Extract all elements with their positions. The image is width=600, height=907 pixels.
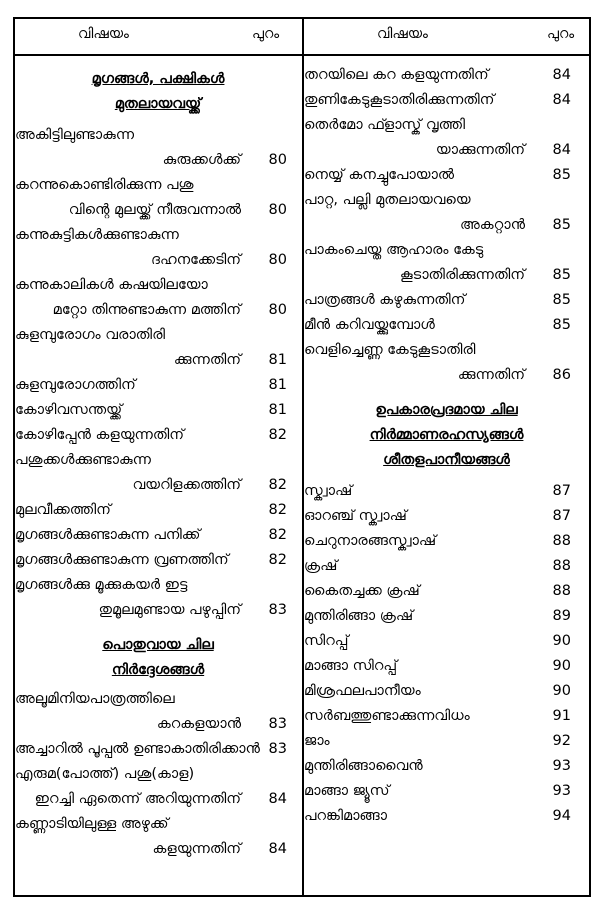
entry-title: എരുമ(പോത്ത്) പശു(കാള) bbox=[15, 766, 195, 782]
entry-page-number: 80 bbox=[268, 302, 287, 318]
entry-page-number: 83 bbox=[268, 741, 287, 757]
entry-page-number: 84 bbox=[268, 841, 287, 857]
section-line: മൃഗങ്ങൾ, പക്ഷികൾ bbox=[91, 71, 225, 87]
entry-title: ചെറുനാരങ്ങസ്ക്വാഷ് bbox=[304, 533, 437, 549]
entry-page-number: 90 bbox=[552, 658, 571, 674]
entry-title: കുളമ്പുരോഗത്തിന് bbox=[15, 377, 136, 393]
entry-title: മാങ്ങാ ജ്യൂസ് bbox=[304, 783, 390, 799]
entry-page-number: 90 bbox=[552, 683, 571, 699]
entry-page-number: 83 bbox=[268, 716, 287, 732]
entry-list bbox=[304, 479, 589, 829]
index-entry bbox=[304, 804, 589, 829]
left-column bbox=[15, 56, 301, 862]
entry-title: മീൻ കറിവയ്ക്കുമ്പോൾ bbox=[304, 317, 435, 333]
entry-title: തുണികേടുകൂടാതിരിക്കുന്നതിന് bbox=[304, 92, 495, 108]
entry-title: പറങ്കിമാങ്ങാ bbox=[304, 808, 387, 824]
index-entry bbox=[304, 479, 589, 504]
entry-title: മുന്തിരിങ്ങാവൈൻ bbox=[304, 758, 423, 774]
entry-page-number: 82 bbox=[268, 427, 287, 443]
section-line: മുതലായവയ്ക്ക് bbox=[114, 96, 202, 112]
entry-page-number: 89 bbox=[552, 608, 571, 624]
index-entry bbox=[15, 323, 301, 373]
entry-page-number: 82 bbox=[268, 477, 287, 493]
index-entry bbox=[15, 573, 301, 623]
index-entry bbox=[15, 123, 301, 173]
section-line: നിർദ്ദേശങ്ങൾ bbox=[111, 662, 205, 678]
index-entry bbox=[15, 173, 301, 223]
section-line: പൊതുവായ ചില bbox=[102, 637, 214, 653]
entry-page-number: 91 bbox=[552, 708, 571, 724]
index-entry bbox=[15, 398, 301, 423]
section-heading-animals bbox=[15, 67, 301, 117]
entry-page-number: 83 bbox=[268, 602, 287, 618]
entry-title: സ്ക്വാഷ് bbox=[304, 483, 353, 499]
entry-page-number: 81 bbox=[268, 402, 287, 418]
entry-title: പശുക്കൾക്കുണ്ടാകുന്ന bbox=[15, 452, 151, 468]
entry-title: തറയിലെ കറ കളയുന്നതിന് bbox=[304, 67, 489, 83]
entry-title-continued: ഇറച്ചി ഏതെന്ന് അറിയുന്നതിന് bbox=[34, 791, 241, 807]
entry-page-number: 94 bbox=[552, 808, 571, 824]
entry-page-number: 84 bbox=[552, 92, 571, 108]
entry-title: മൃഗങ്ങൾക്കു മൂക്കുകയർ ഇട്ട bbox=[15, 577, 188, 593]
index-entry bbox=[304, 704, 589, 729]
entry-page-number: 87 bbox=[552, 508, 571, 524]
entry-title: മൃഗങ്ങൾക്കുണ്ടാകുന്ന വ്രണത്തിന് bbox=[15, 552, 229, 568]
entry-title: കന്നുകാലികൾ കഷയിലയോ bbox=[15, 277, 208, 293]
entry-title: ഓറഞ്ച് സ്ക്വാഷ് bbox=[304, 508, 407, 524]
entry-title: തെർമോ ഫ്ളാസ്ക് വൃത്തി bbox=[304, 117, 466, 133]
entry-title: സിറപ്പ് bbox=[304, 633, 349, 649]
entry-title: കൈതച്ചക്ക ക്രഷ് bbox=[304, 583, 420, 599]
index-entry bbox=[304, 754, 589, 779]
entry-title: കോഴിപ്പേൻ കളയുന്നതിന് bbox=[15, 427, 184, 443]
index-entry bbox=[304, 238, 589, 288]
entry-page-number: 85 bbox=[552, 292, 571, 308]
section-line: നിർമ്മാണരഹസ്യങ്ങൾ bbox=[369, 427, 524, 443]
index-entry bbox=[304, 554, 589, 579]
entry-list bbox=[15, 123, 301, 623]
entry-page-number: 82 bbox=[268, 552, 287, 568]
index-entry bbox=[15, 812, 301, 862]
entry-title: നെയ്യ് കനച്ചുപോയാൽ bbox=[304, 167, 454, 183]
entry-title: മൃഗങ്ങൾക്കുണ്ടാകുന്ന പനിക്ക് bbox=[15, 527, 201, 543]
index-entry bbox=[15, 498, 301, 523]
entry-title-continued: അകറ്റാൻ bbox=[460, 217, 525, 233]
entry-title-continued: കൂടാതിരിക്കുന്നതിന് bbox=[399, 267, 525, 283]
index-entry bbox=[15, 548, 301, 573]
index-entry bbox=[304, 604, 589, 629]
entry-title-continued: തുമൂലമുണ്ടായ പഴുപ്പിന് bbox=[98, 602, 241, 618]
index-entry bbox=[15, 273, 301, 323]
entry-title: ക്രഷ് bbox=[304, 558, 338, 574]
entry-title: കണ്ണാടിയിലുള്ള അഴുക്ക് bbox=[15, 816, 169, 832]
entry-title-continued: കുരുക്കൾക്ക് bbox=[162, 152, 241, 168]
entry-page-number: 88 bbox=[552, 533, 571, 549]
section-line: ഉപകാരപ്രദമായ ചില bbox=[375, 402, 518, 418]
entry-title: മുലവീക്കത്തിന് bbox=[15, 502, 111, 518]
index-entry bbox=[15, 762, 301, 812]
entry-page-number: 92 bbox=[552, 733, 571, 749]
index-entry bbox=[304, 779, 589, 804]
entry-title: കന്നുകുട്ടികൾക്കുണ്ടാകുന്ന bbox=[15, 227, 179, 243]
index-entry bbox=[304, 338, 589, 388]
index-entry bbox=[15, 737, 301, 762]
index-entry bbox=[15, 423, 301, 448]
index-entry bbox=[304, 163, 589, 188]
entry-title: പാത്രങ്ങൾ കഴുകുന്നതിന് bbox=[304, 292, 466, 308]
entry-page-number: 80 bbox=[268, 252, 287, 268]
entry-title: കറന്നുകൊണ്ടിരിക്കുന്ന പശു bbox=[15, 177, 194, 193]
entry-title: വെളിച്ചെണ്ണ കേടുകൂടാതിരി bbox=[304, 342, 476, 358]
index-entry bbox=[304, 629, 589, 654]
entry-title-continued: കളയുന്നതിന് bbox=[152, 841, 241, 857]
right-column bbox=[304, 56, 589, 829]
section-line: ശീതളപാനീയങ്ങൾ bbox=[383, 452, 510, 468]
entry-page-number: 85 bbox=[552, 317, 571, 333]
index-entry bbox=[304, 288, 589, 313]
index-entry bbox=[304, 579, 589, 604]
entry-list bbox=[304, 63, 589, 388]
entry-page-number: 86 bbox=[552, 367, 571, 383]
entry-title-continued: ക്കുന്നതിന് bbox=[457, 367, 525, 383]
entry-title-continued: വിന്റെ മുലയ്ക്ക് നീരുവന്നാൽ bbox=[68, 202, 241, 218]
index-entry bbox=[304, 313, 589, 338]
index-entry bbox=[15, 223, 301, 273]
entry-page-number: 84 bbox=[268, 791, 287, 807]
entry-title: മിശ്രഫലപാനീയം bbox=[304, 683, 421, 699]
entry-page-number: 88 bbox=[552, 558, 571, 574]
index-entry bbox=[304, 88, 589, 113]
entry-title: മാങ്ങാ സിറപ്പ് bbox=[304, 658, 398, 674]
entry-title: കോഴിവസന്തയ്ക്ക് bbox=[15, 402, 123, 418]
index-entry bbox=[304, 63, 589, 88]
entry-title-continued: കറകളയാൻ bbox=[156, 716, 241, 732]
entry-page-number: 87 bbox=[552, 483, 571, 499]
entry-title: ജാം bbox=[304, 733, 330, 749]
right-page-header: പുറം bbox=[547, 26, 575, 42]
entry-page-number: 85 bbox=[552, 217, 571, 233]
index-entry bbox=[304, 504, 589, 529]
index-entry bbox=[304, 188, 589, 238]
entry-title: അകിട്ടിലുണ്ടാകുന്ന bbox=[15, 127, 135, 143]
index-entry bbox=[15, 523, 301, 548]
entry-title-continued: ക്കുന്നതിന് bbox=[173, 352, 241, 368]
index-entry bbox=[304, 729, 589, 754]
entry-page-number: 90 bbox=[552, 633, 571, 649]
entry-title: കുളമ്പുരോഗം വരാതിരി bbox=[15, 327, 166, 343]
entry-page-number: 80 bbox=[268, 202, 287, 218]
index-entry bbox=[304, 529, 589, 554]
entry-page-number: 81 bbox=[268, 352, 287, 368]
index-entry bbox=[304, 654, 589, 679]
entry-title-continued: മറ്റോ തിന്നുണ്ടാകുന്ന മത്തിന് bbox=[52, 302, 241, 318]
index-entry bbox=[15, 448, 301, 498]
entry-title: അലൂമിനിയപാത്രത്തിലെ bbox=[15, 691, 175, 707]
entry-title: മുന്തിരിങ്ങാ ക്രഷ് bbox=[304, 608, 414, 624]
entry-title: സർബത്തുണ്ടാക്കുന്നവിധം bbox=[304, 708, 470, 724]
entry-page-number: 84 bbox=[552, 67, 571, 83]
entry-page-number: 82 bbox=[268, 502, 287, 518]
entry-page-number: 93 bbox=[552, 758, 571, 774]
entry-page-number: 85 bbox=[552, 167, 571, 183]
entry-list bbox=[15, 687, 301, 862]
entry-page-number: 81 bbox=[268, 377, 287, 393]
index-entry bbox=[304, 679, 589, 704]
entry-title-continued: യാക്കുന്നതിന് bbox=[435, 142, 525, 158]
entry-title: പാറ്റ, പല്ലി മുതലായവയെ bbox=[304, 192, 471, 208]
entry-title-continued: വയറിളക്കത്തിന് bbox=[132, 477, 241, 493]
section-heading-general bbox=[15, 633, 301, 683]
entry-page-number: 84 bbox=[552, 142, 571, 158]
entry-page-number: 88 bbox=[552, 583, 571, 599]
index-entry bbox=[15, 373, 301, 398]
section-heading-useful bbox=[304, 398, 589, 473]
entry-page-number: 82 bbox=[268, 527, 287, 543]
entry-title-continued: ദഹനക്കേടിന് bbox=[151, 252, 241, 268]
index-entry bbox=[304, 113, 589, 163]
entry-page-number: 80 bbox=[268, 152, 287, 168]
entry-title: അച്ചാറിൽ പൂപ്പൽ ഉണ്ടാകാതിരിക്കാൻ bbox=[15, 741, 260, 757]
left-page-header: പുറം bbox=[252, 26, 280, 42]
entry-page-number: 93 bbox=[552, 783, 571, 799]
entry-page-number: 85 bbox=[552, 267, 571, 283]
right-topic-header: വിഷയം bbox=[377, 26, 428, 42]
entry-title: പാകംചെയ്ത ആഹാരം കേടു bbox=[304, 242, 484, 258]
index-entry bbox=[15, 687, 301, 737]
left-topic-header: വിഷയം bbox=[78, 26, 129, 42]
